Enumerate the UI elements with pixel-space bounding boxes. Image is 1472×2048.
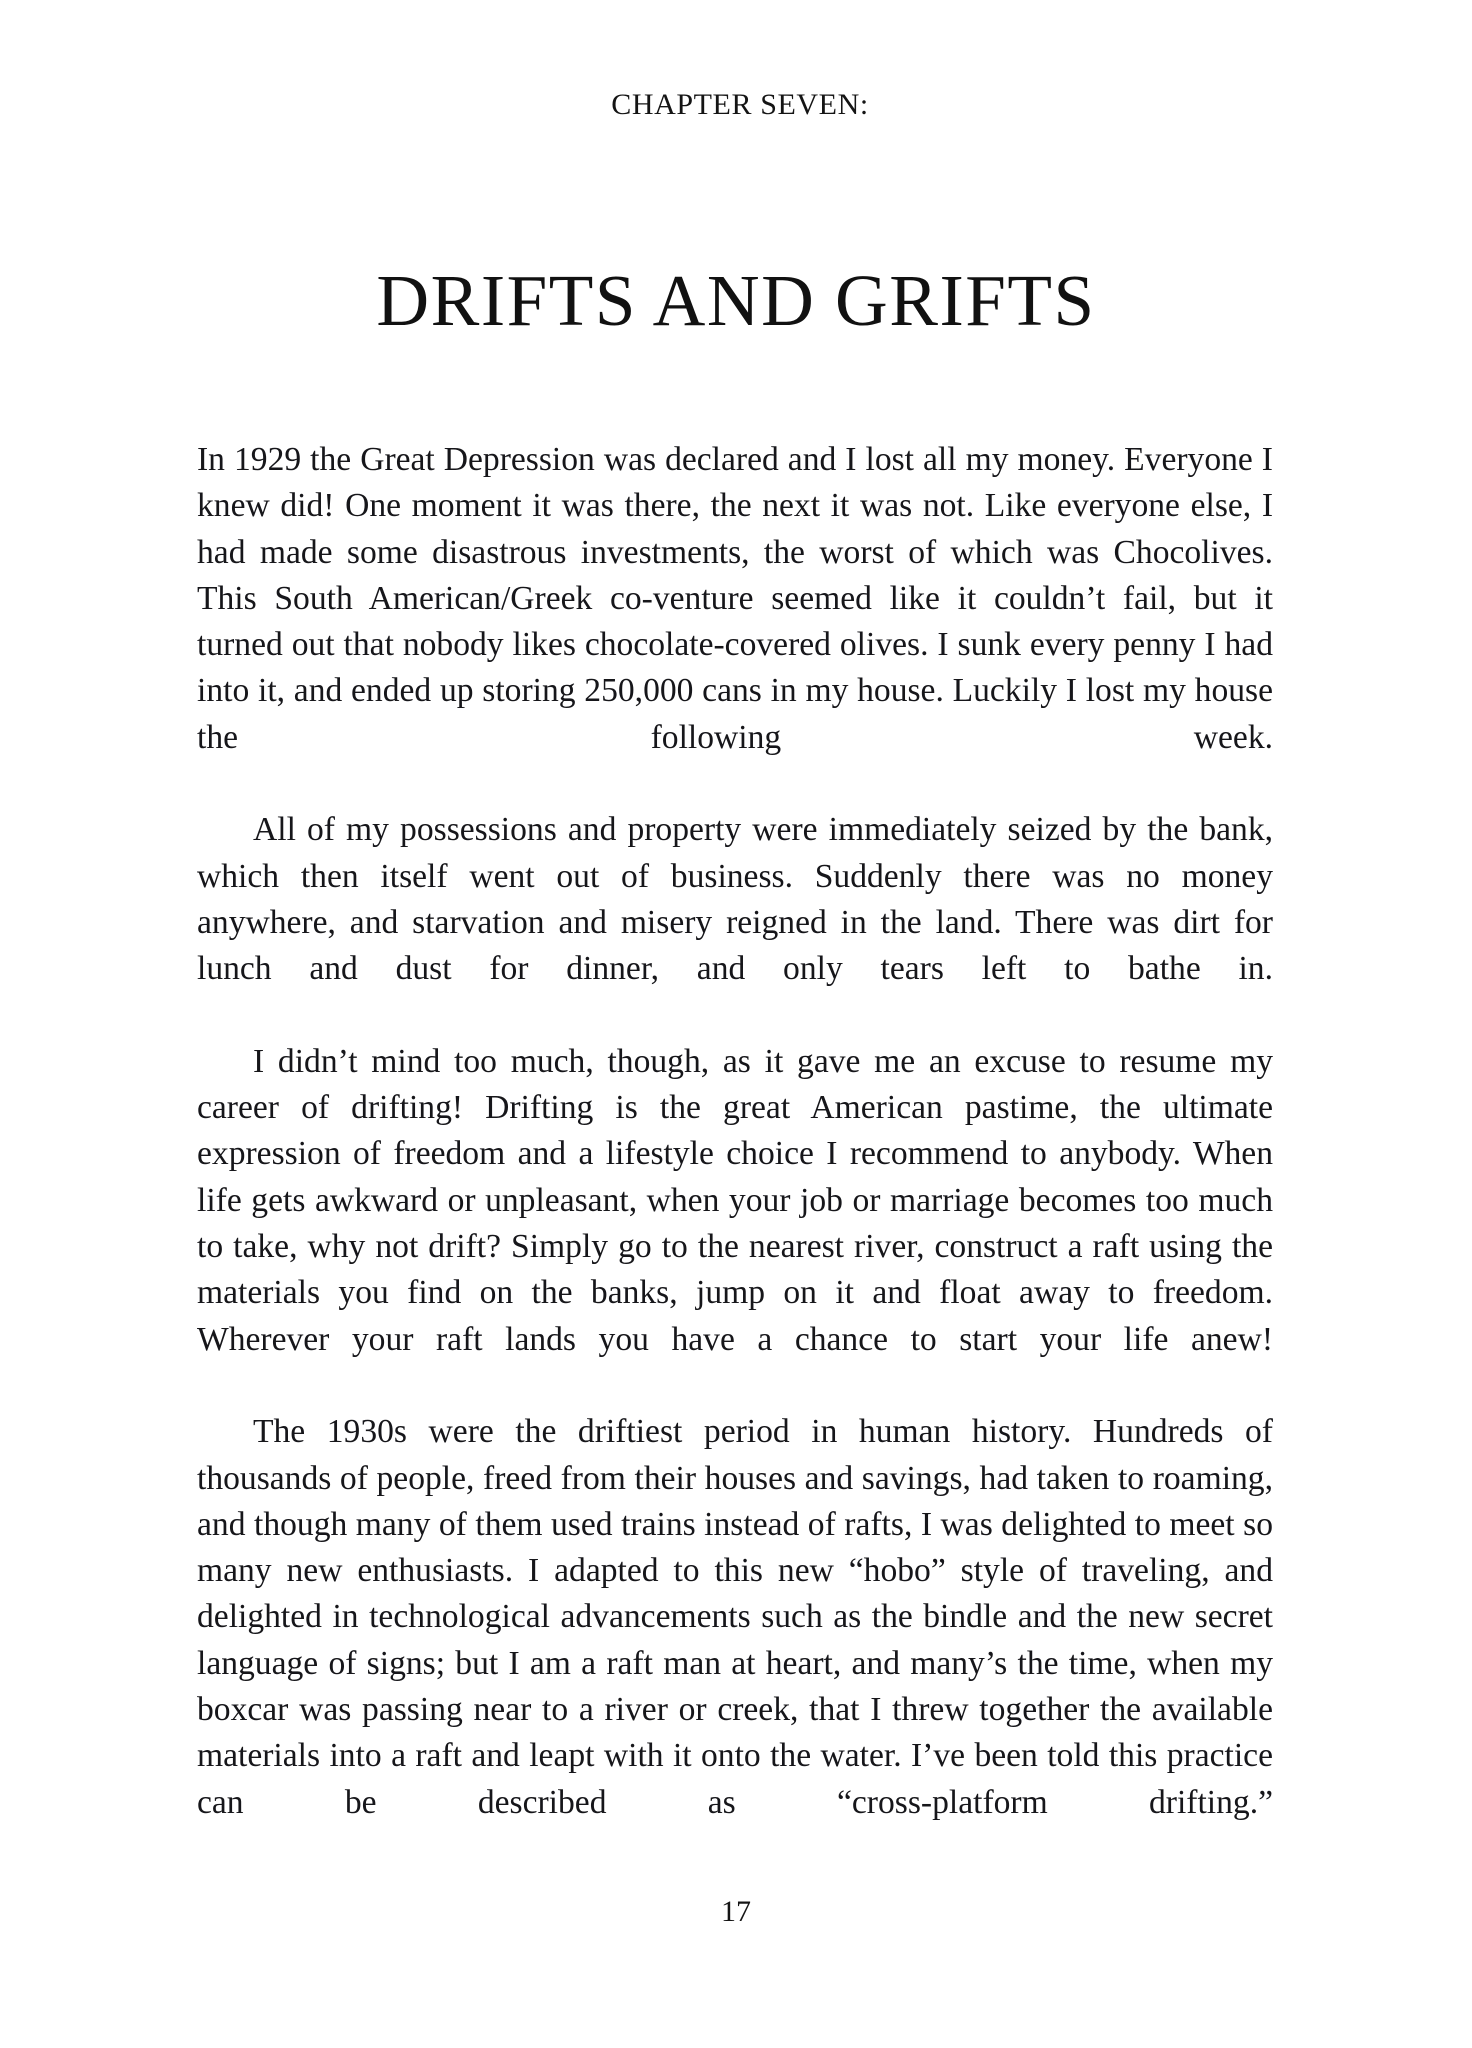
chapter-label: CHAPTER SEVEN: [611, 88, 869, 121]
paragraph: All of my possessions and property were immediately seized by the bank, which then itself went out of business. Suddenly there was no money anywhere, and starvation and misery reigned in the land. There was dirt for lunch and dust for dinner, and only tears left to bathe in. [197, 811, 1273, 988]
paragraph: In 1929 the Great Depression was declared and I lost all my money. Everyone I knew did! One moment it was there, the next it was not. Like everyone else, I had made some disastrous investments, the worst of which was Chocolives. This South American/Greek co-venture seemed like it couldn’t fail, but it turned out that nobody likes chocolate-covered olives. I sunk every penny I had into it, and ended up storing 250,000 cans in my house. Luckily I lost my house the following week. [197, 441, 1273, 756]
paragraph: The 1930s were the driftiest period in human history. Hundreds of thousands of people, freed from their houses and savings, had taken to roaming, and though many of them used trains instead of rafts, I was delighted to meet so many new enthusiasts. I adapted to this new “hobo” style of traveling, and delighted in technological advancements such as the bindle and the new secret language of signs; but I am a raft man at heart, and many’s the time, when my boxcar was passing near to a river or creek, that I threw together the available materials into a raft and leapt with it onto the water. I’ve been told this practice can be described as “cross-platform drifting.” [197, 1413, 1273, 1821]
page-title: DRIFTS AND GRIFTS [376, 260, 1096, 341]
paragraph: I didn’t mind too much, though, as it gave me an excuse to resume my career of drifting! Drifting is the great American pastime, the ultimate expression of freedom and a lifestyle choice I recommend to anybody. When life gets awkward or unpleasant, when your job or marriage becomes too much to take, why not drift? Simply go to the nearest river, construct a raft using the materials you find on the banks, jump on it and float away to freedom. Wherever your raft lands you have a chance to start your life anew! [197, 1042, 1273, 1358]
page-number: 17 [721, 1895, 751, 1928]
body-text [197, 437, 1273, 1872]
